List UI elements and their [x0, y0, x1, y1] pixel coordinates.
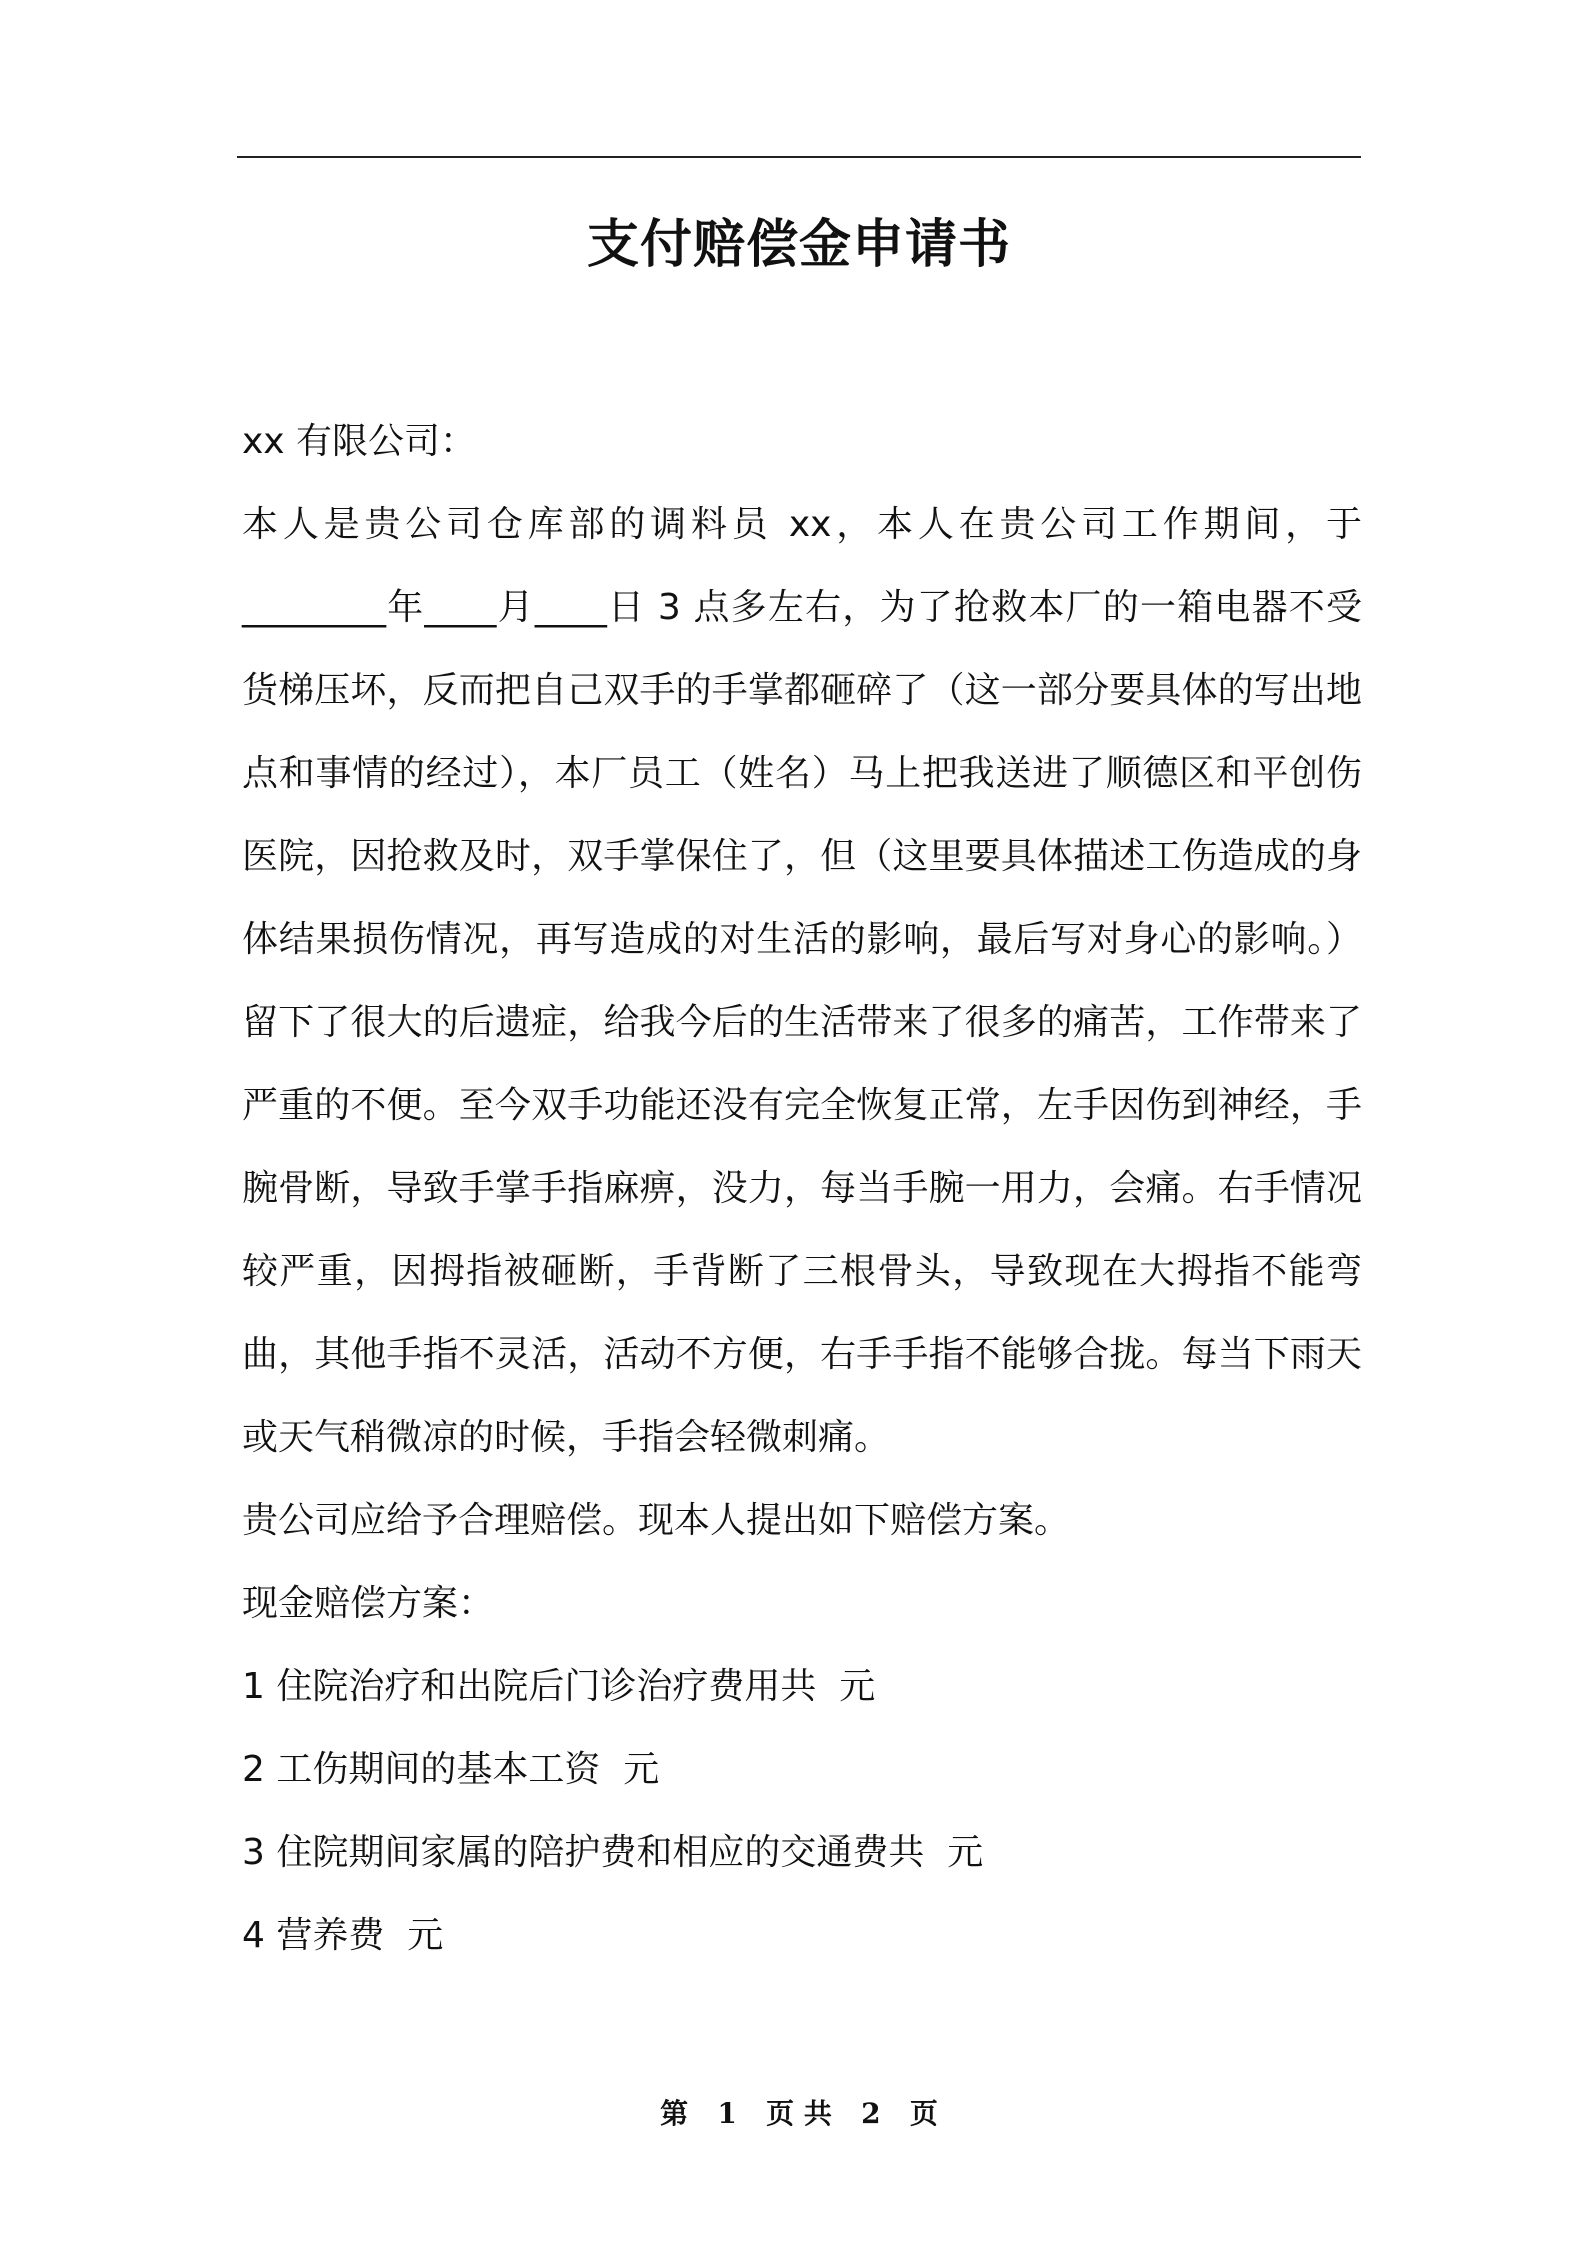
document-body	[242, 400, 1362, 1977]
footer-total-pages: 2	[861, 2097, 881, 2130]
footer-suffix: 页	[909, 2097, 938, 2130]
document-title: 支付赔偿金申请书	[586, 215, 1011, 275]
plan-item: 2 工伤期间的基本工资 元	[242, 1749, 660, 1790]
plan-item: 1 住院治疗和出院后门诊治疗费用共 元	[242, 1666, 876, 1707]
footer-current-page: 1	[717, 2097, 737, 2130]
footer-prefix: 第	[660, 2097, 689, 2130]
footer-middle: 页 共	[766, 2097, 832, 2130]
compensation-request: 贵公司应给予合理赔偿。现本人提出如下赔偿方案。	[242, 1500, 1071, 1541]
main-paragraph: 本人是贵公司仓库部的调料员 xx，本人在贵公司工作期间，于 ________年____月____日 3 点多左右，为了抢救本厂的一箱电器不受货梯压坏，反而把自己双手的手掌都砸碎了（这一部分要具体的写出地点和事情的经过），本厂员工（姓名）马上把我送进了顺德区和平创伤医院，因抢救及时，双手掌保住了，但（这里要具体描述工伤造成的身体结果损伤情况，再写造成的对生活的影响，最后写对身心的影响。）留下了很大的后遗症，给我今后的生活带来了很多的痛苦，工作带来了严重的不便。至今双手功能还没有完全恢复正常，左手因伤到神经，手腕骨断，导致手掌手指麻痹，没力，每当手腕一用力，会痛。右手情况较严重，因拇指被砸断，手背断了三根骨头，导致现在大拇指不能弯曲，其他手指不灵活，活动不方便，右手手指不能够合拢。每当下雨天或天气稍微凉的时候，手指会轻微刺痛。	[242, 504, 1362, 1458]
plan-item: 4 营养费 元	[242, 1915, 444, 1956]
header-divider	[237, 156, 1361, 158]
plan-heading: 现金赔偿方案：	[242, 1583, 495, 1624]
salutation: xx 有限公司：	[242, 421, 477, 462]
page-footer	[237, 2094, 1361, 2134]
plan-item: 3 住院期间家属的陪护费和相应的交通费共 元	[242, 1832, 984, 1873]
